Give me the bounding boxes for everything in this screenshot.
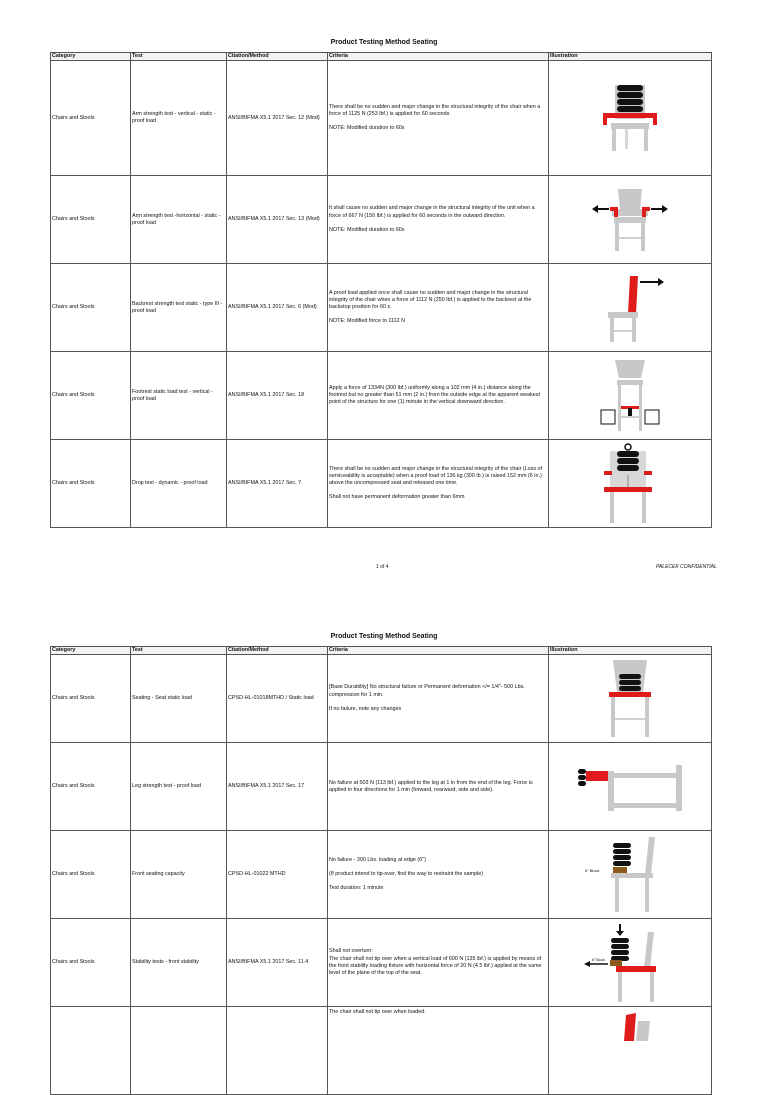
cell-illustration [549, 176, 712, 264]
table-row [51, 352, 712, 440]
leg-strength-illustration [570, 757, 690, 817]
col-header-criteria: Criteria [328, 647, 549, 655]
cell-citation: ANSI/BIFMA X5.1 2017 Sec. 18 [227, 352, 328, 440]
table-row [51, 264, 712, 352]
cell-criteria: It shall cause no sudden and major change in the structural integrity of the unit when a force of 667 N (150 lbf.) is applied for 60 seconds in the outward direction. NOTE: Modified duration to 60s [328, 176, 549, 264]
cell-citation [227, 1007, 328, 1095]
cell-citation: CPSD-HL-01022 MTHD [227, 831, 328, 919]
cell-test: Arm strength test -horizontal - static - proof load [131, 176, 227, 264]
cell-citation: ANSI/BIFMA X5.1 2017 Sec. 11.4 [227, 919, 328, 1007]
table-row [51, 919, 712, 1007]
block-label: 6" Block [585, 867, 600, 873]
cell-citation: ANSI/BIFMA X5.1 2017 Sec. 17 [227, 743, 328, 831]
front-stability-illustration [580, 922, 680, 1004]
cell-test [131, 1007, 227, 1095]
cell-criteria: There shall be no sudden and major change in the structural integrity of the chair when a force of 1125 N (253 lbf.) is applied for 60 seconds NOTE: Modified duration to 60s [328, 61, 549, 176]
col-header-test: Test [131, 53, 227, 61]
col-header-citation: Citation/Method [227, 53, 328, 61]
cell-criteria: Apply a force of 1334N (300 lbf.) uniformly along a 102 mm (4 in.) distance along the footrest but no greater than 51 mm (2 in.) from the outside edge at the apparent weakest point of the structure for one (1) minute in the vertical downward direction. [328, 352, 549, 440]
cell-citation: ANSI/BIFMA X5.1 2017 Sec. 12 (Mod) [227, 61, 328, 176]
table-row [51, 440, 712, 528]
stability-illustration [600, 1011, 660, 1041]
cell-citation: CPSD-HL-01018MTHD / Static load [227, 655, 328, 743]
cell-illustration [549, 352, 712, 440]
cell-criteria: The chair shall not tip over when loaded. [328, 1007, 549, 1095]
col-header-illustration: Illustration [549, 647, 712, 655]
cell-category: Chairs and Stools [51, 919, 131, 1007]
table-row [51, 831, 712, 919]
cell-test: Drop test - dynamic - proof load [131, 440, 227, 528]
cell-criteria: No failure at 503 N (113 lbf.) applied to the leg at 1 in from the end of the leg. Force is applied in four directions for 1 min (forward, rearward, side and side). [328, 743, 549, 831]
cell-category: Chairs and Stools [51, 655, 131, 743]
table-row [51, 655, 712, 743]
confidential-label: PALECEK CONFIDENTIAL [656, 564, 717, 570]
cell-category: Chairs and Stools [51, 440, 131, 528]
cell-test: Arm strength test - vertical - static - proof load [131, 61, 227, 176]
front-seating-illustration [585, 835, 675, 915]
cell-test: Front seating capacity [131, 831, 227, 919]
col-header-criteria: Criteria [328, 53, 549, 61]
table-header-row [51, 647, 712, 655]
block-label: 6" Block [592, 957, 606, 962]
cell-illustration [549, 61, 712, 176]
cell-category: Chairs and Stools [51, 61, 131, 176]
cell-criteria: A proof load applied once shall cause no sudden and major change in the structural integrity of the chair when a force of 1112 N (250 lbf.) is applied to the backrest at the backstop position for 60 s. NOTE: Modified force to 1112 N [328, 264, 549, 352]
page-title: Product Testing Method Seating [330, 39, 438, 46]
cell-category: Chairs and Stools [51, 743, 131, 831]
page-title: Product Testing Method Seating [330, 633, 438, 640]
table-row [51, 176, 712, 264]
table-header-row [51, 53, 712, 61]
col-header-category: Category [51, 53, 131, 61]
cell-illustration [549, 919, 712, 1007]
page-2 [0, 594, 768, 1024]
col-header-test: Test [131, 647, 227, 655]
cell-category: Chairs and Stools [51, 831, 131, 919]
page-number: 1 of 4 [376, 564, 389, 570]
cell-category [51, 1007, 131, 1095]
table-row [51, 1007, 712, 1095]
cell-illustration [549, 264, 712, 352]
cell-criteria: [Base Durability] No structural failure or Permanent deformation </= 1/4"- 500 Lbs. compression for 1 min. If no failure, note any changes [328, 655, 549, 743]
cell-test: Seating - Seat static load [131, 655, 227, 743]
cell-citation: ANSI/BIFMA X5.1 2017 Sec. 13 (Mod) [227, 176, 328, 264]
seat-static-load-illustration [595, 658, 665, 740]
arm-vertical-load-illustration [595, 83, 665, 153]
cell-test: Stability tests - front stability [131, 919, 227, 1007]
cell-criteria: No failure - 300 Lbs. loading at edge (6") (If product intend to tip-over, find the way to restraint the sample) Test duration: 1 minute [328, 831, 549, 919]
backrest-load-illustration [590, 272, 670, 344]
test-table [50, 646, 712, 1095]
drop-test-illustration [590, 443, 670, 525]
cell-category: Chairs and Stools [51, 264, 131, 352]
cell-citation: ANSI/BIFMA X5.1 2017 Sec. 6 (Mod) [227, 264, 328, 352]
cell-illustration [549, 743, 712, 831]
col-header-citation: Citation/Method [227, 647, 328, 655]
cell-illustration [549, 831, 712, 919]
test-table [50, 52, 712, 528]
col-header-illustration: Illustration [549, 53, 712, 61]
cell-illustration [549, 1007, 712, 1095]
col-header-category: Category [51, 647, 131, 655]
cell-illustration [549, 440, 712, 528]
cell-test: Backrest strength test static - type III - proof load [131, 264, 227, 352]
cell-test: Leg strength test - proof load [131, 743, 227, 831]
cell-test: Footrest static load test - vertical - proof load [131, 352, 227, 440]
arm-horizontal-load-illustration [590, 187, 670, 253]
footrest-load-illustration [595, 358, 665, 434]
cell-criteria: Shall not overturn: The chair shall not tip over when a vertical load of 600 N (135 lbf.) is applied by means of the front stability loading fixture with horizontal force of 20 N (4.5 lbf.) applied at the same level of the plane of the top of the seat. [328, 919, 549, 1007]
cell-citation: ANSI/BIFMA X5.1 2017 Sec. 7 [227, 440, 328, 528]
table-row [51, 61, 712, 176]
cell-criteria: There shall be no sudden and major change in the structural integrity of the chair (Loss of serviceability is acceptable) when a proof load of 136 kg (300 lb.) is raised 152 mm (6 in.) above the uncompressed seat and released one time. Shall not have permanent deformation greater than 6mm [328, 440, 549, 528]
cell-illustration [549, 655, 712, 743]
table-row [51, 743, 712, 831]
cell-category: Chairs and Stools [51, 352, 131, 440]
cell-category: Chairs and Stools [51, 176, 131, 264]
